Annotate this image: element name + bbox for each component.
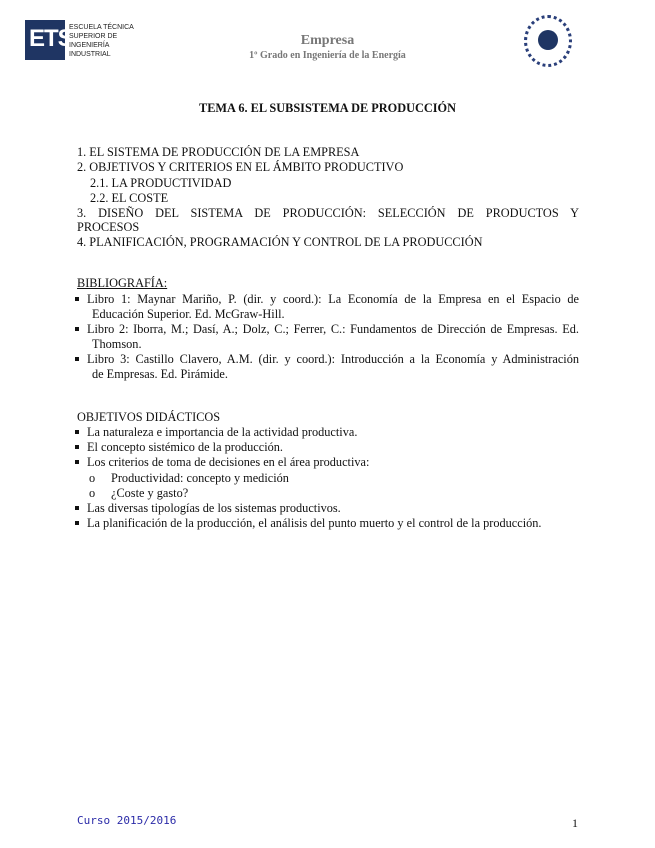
contents-subitem: 2.1. LA PRODUCTIVIDAD	[90, 176, 232, 190]
objectives-heading: OBJETIVOS DIDÁCTICOS	[77, 410, 221, 424]
contents-subitem: 2.2. EL COSTE	[90, 191, 169, 205]
bibliography-item: Libro 2: Iborra, M.; Dasí, A.; Dolz, C.; Ferrer, C.: Fundamentos de Dirección de Empresas. Ed. Thomson.	[77, 322, 579, 352]
logo-text-line: SUPERIOR DE	[69, 33, 118, 40]
logo-text-line: INGENIERÍA	[69, 42, 110, 49]
page-number: 1	[572, 816, 578, 830]
contents-item: 2. OBJETIVOS Y CRITERIOS EN EL ÁMBITO PRODUCTIVO	[77, 160, 404, 174]
objective-subitem: o ¿Coste y gasto?	[89, 486, 189, 500]
contents-item: 1. EL SISTEMA DE PRODUCCIÓN DE LA EMPRESA	[77, 145, 360, 159]
header-title: Empresa	[300, 33, 355, 48]
contents-item: 3. DISEÑO DEL SISTEMA DE PRODUCCIÓN: SELECCIÓN DE PRODUCTOS Y	[77, 206, 579, 220]
university-seal-icon	[524, 15, 572, 67]
page-title: TEMA 6. EL SUBSISTEMA DE PRODUCCIÓN	[199, 101, 456, 115]
objective-item: Los criterios de toma de decisiones en el área productiva:	[77, 455, 579, 470]
footer-course: Curso 2015/2016	[77, 814, 177, 827]
header-subtitle: 1º Grado en Ingeniería de la Energía	[249, 50, 406, 61]
bibliography-item: Libro 1: Maynar Mariño, P. (dir. y coord.): La Economía de la Empresa en el Espacio de Educación Superior. Ed. McGraw-Hill.	[77, 292, 579, 322]
objective-item: La naturaleza e importancia de la actividad productiva.	[77, 425, 579, 440]
objective-item: La planificación de la producción, el análisis del punto muerto y el control de la producción.	[77, 516, 617, 531]
objective-item: Las diversas tipologías de los sistemas productivos.	[77, 501, 579, 516]
ets-logo-mark: ETS	[25, 20, 65, 60]
contents-item: 4. PLANIFICACIÓN, PROGRAMACIÓN Y CONTROL DE LA PRODUCCIÓN	[77, 235, 483, 249]
bibliography-heading: BIBLIOGRAFÍA:	[77, 276, 168, 290]
bibliography-item: Libro 3: Castillo Clavero, A.M. (dir. y coord.): Introducción a la Economía y Administración de Empresas. Ed. Pirámide.	[77, 352, 579, 382]
objective-item: El concepto sistémico de la producción.	[77, 440, 579, 455]
logo-text-line: ESCUELA TÉCNICA	[69, 24, 134, 31]
contents-item-cont: PROCESOS	[77, 220, 140, 234]
logo-text-line: INDUSTRIAL	[69, 51, 111, 58]
objective-subitem: o Productividad: concepto y medición	[89, 471, 289, 485]
